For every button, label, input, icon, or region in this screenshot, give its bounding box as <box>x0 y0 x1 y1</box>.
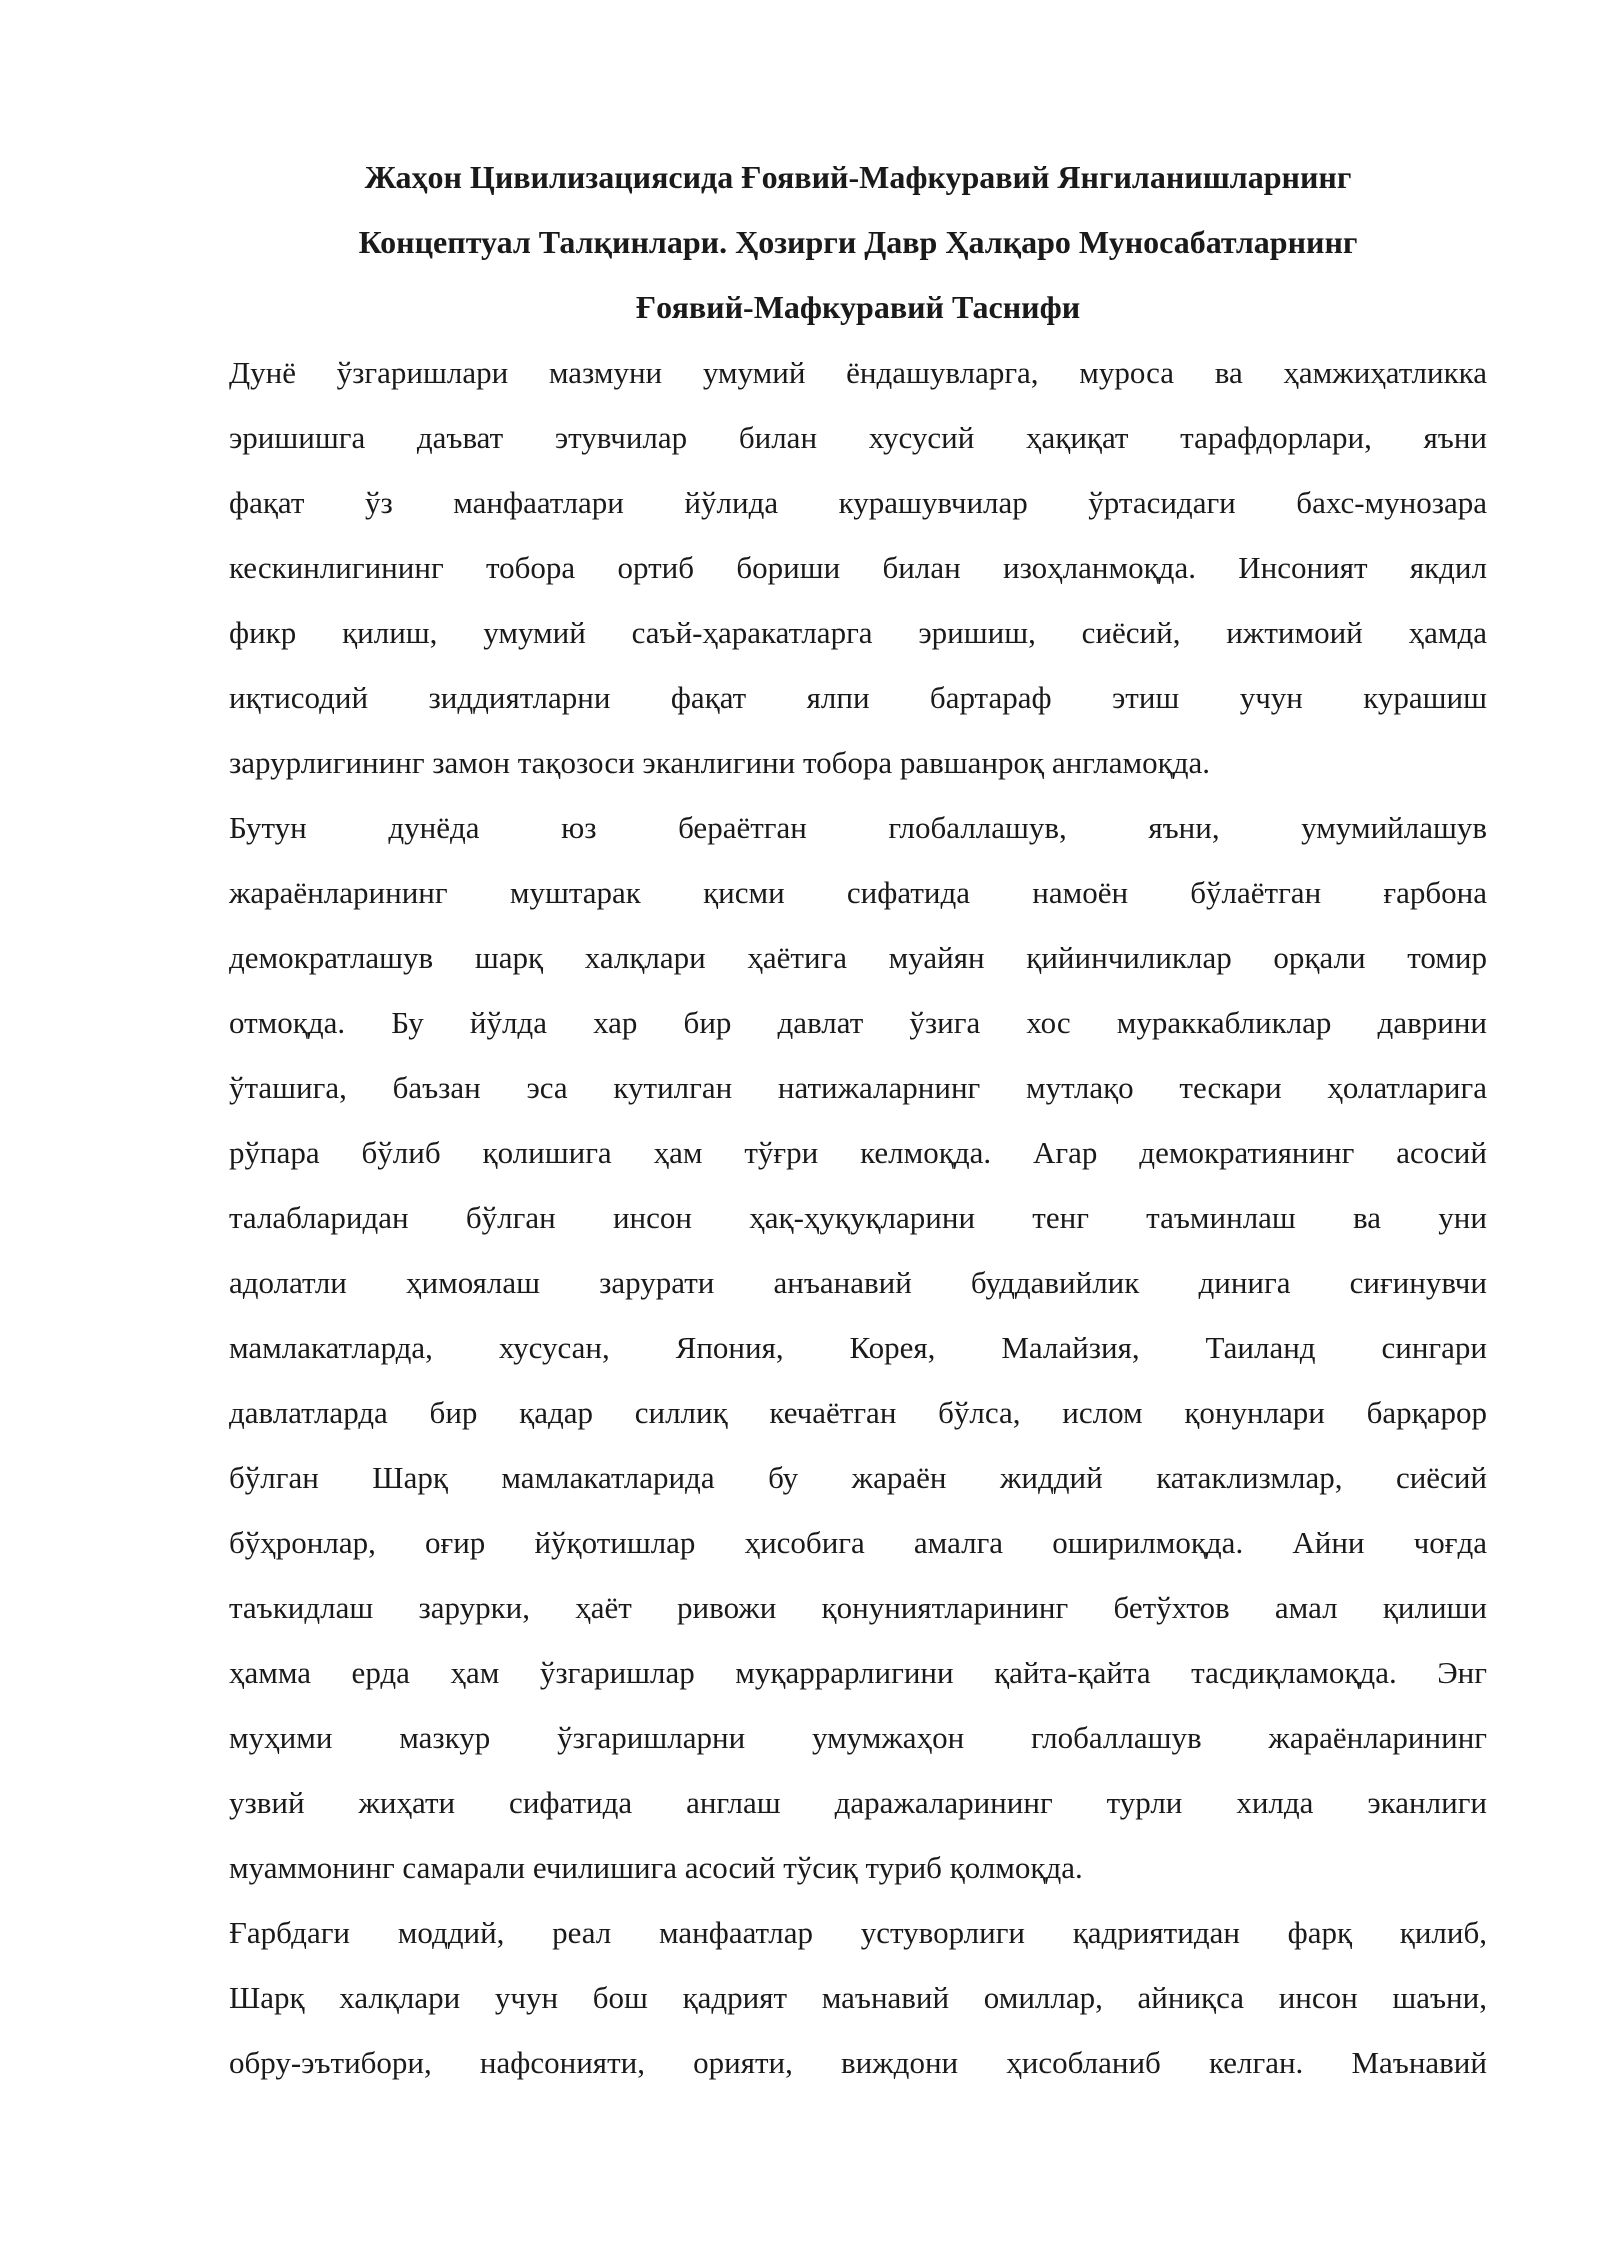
text-line: мамлакатларда, хусусан, Япония, Корея, Малайзия, Таиланд сингари <box>229 1330 1487 1365</box>
text-line: Бутун дунёда юз бераётган глобаллашув, яъни, умумийлашув <box>229 810 1487 845</box>
text-line: муаммонинг самарали ечилишига асосий тўсиқ туриб қолмоқда. <box>229 1850 1083 1885</box>
paragraph-2 <box>229 795 1487 1900</box>
paragraph-1 <box>229 340 1487 795</box>
text-line: отмоқда. Бу йўлда хар бир давлат ўзига хос мураккабликлар даврини <box>229 1005 1487 1040</box>
document-title <box>229 145 1487 340</box>
document-body <box>229 145 1487 2095</box>
text-line: бўлган Шарқ мамлакатларида бу жараён жиддий катаклизмлар, сиёсий <box>229 1460 1487 1495</box>
text-line: Дунё ўзгаришлари мазмуни умумий ёндашувларга, муроса ва ҳамжиҳатликка <box>229 355 1487 390</box>
title-line: Концептуал Талқинлари. Ҳозирги Давр Ҳалқаро Муносабатларнинг <box>358 224 1358 260</box>
text-line: эришишга даъват этувчилар билан хусусий ҳақиқат тарафдорлари, яъни <box>229 420 1487 455</box>
paragraph-3 <box>229 1900 1487 2095</box>
text-line: бўҳронлар, оғир йўқотишлар ҳисобига амалга оширилмоқда. Айни чоғда <box>229 1525 1487 1560</box>
text-line: талабларидан бўлган инсон ҳақ-ҳуқуқларини тенг таъминлаш ва уни <box>229 1200 1487 1235</box>
text-line: кескинлигининг тобора ортиб бориши билан изоҳланмоқда. Инсоният якдил <box>229 550 1487 585</box>
text-line: Ғарбдаги моддий, реал манфаатлар устуворлиги қадриятидан фарқ қилиб, <box>229 1915 1487 1950</box>
title-line: Жаҳон Цивилизациясида Ғоявий-Мафкуравий Янгиланишларнинг <box>364 159 1352 195</box>
text-line: жараёнларининг муштарак қисми сифатида намоён бўлаётган ғарбона <box>229 875 1487 910</box>
text-line: Шарқ халқлари учун бош қадрият маънавий омиллар, айниқса инсон шаъни, <box>229 1980 1487 2015</box>
text-line: давлатларда бир қадар силлиқ кечаётган бўлса, ислом қонунлари барқарор <box>229 1395 1487 1430</box>
text-line: муҳими мазкур ўзгаришларни умумжаҳон глобаллашув жараёнларининг <box>229 1720 1487 1755</box>
text-line: узвий жиҳати сифатида англаш даражаларининг турли хилда эканлиги <box>229 1785 1487 1820</box>
text-line: ўташига, баъзан эса кутилган натижаларнинг мутлақо тескари ҳолатларига <box>229 1070 1487 1105</box>
text-line: демократлашув шарқ халқлари ҳаётига муайян қийинчиликлар орқали томир <box>229 940 1487 975</box>
text-line: зарурлигининг замон тақозоси эканлигини тобора равшанроқ англамоқда. <box>229 745 1210 780</box>
text-line: рўпара бўлиб қолишига ҳам тўғри келмоқда. Агар демократиянинг асосий <box>229 1135 1487 1170</box>
text-line: ҳамма ерда ҳам ўзгаришлар муқаррарлигини қайта-қайта тасдиқламоқда. Энг <box>229 1655 1487 1690</box>
text-line: обру-эътибори, нафсонияти, орияти, виждони ҳисобланиб келган. Маънавий <box>229 2045 1487 2080</box>
text-line: таъкидлаш зарурки, ҳаёт ривожи қонуниятларининг бетўхтов амал қилиши <box>229 1590 1487 1625</box>
text-line: фикр қилиш, умумий саъй-ҳаракатларга эришиш, сиёсий, ижтимоий ҳамда <box>229 615 1487 650</box>
text-line: адолатли ҳимоялаш зарурати анъанавий буддавийлик динига сиғинувчи <box>229 1265 1487 1300</box>
text-line: фақат ўз манфаатлари йўлида курашувчилар ўртасидаги бахс-мунозара <box>229 485 1487 520</box>
title-line: Ғоявий-Мафкуравий Таснифи <box>635 289 1081 325</box>
text-line: иқтисодий зиддиятларни фақат ялпи бартараф этиш учун курашиш <box>229 680 1487 715</box>
